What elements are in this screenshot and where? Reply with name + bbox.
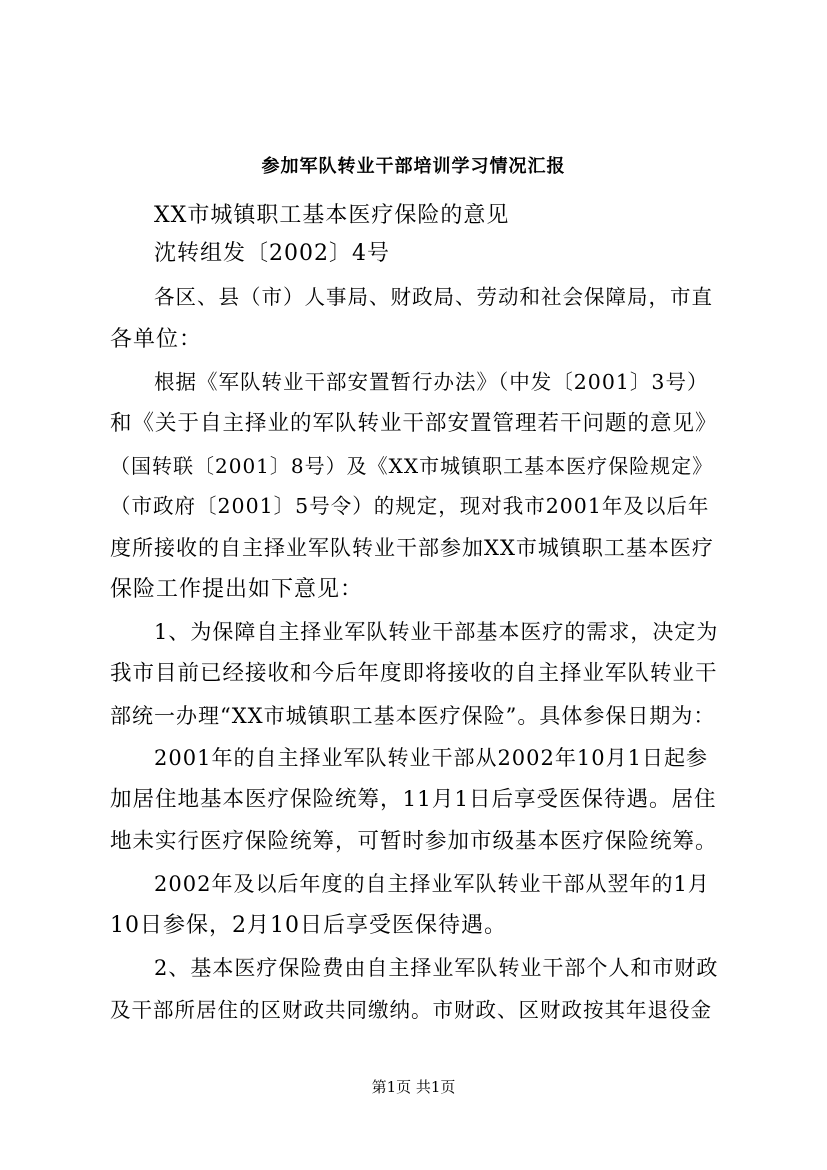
body-line: 各单位： xyxy=(110,327,203,352)
body-line: （国转联〔2001〕8号）及《XX市城镇职工基本医疗保险规定》 xyxy=(110,454,714,478)
body-line: 2002年及以后年度的自主择业军队转业干部从翌年的1月 xyxy=(154,872,710,896)
doc-number-line: 沈转组发〔2002〕4号 xyxy=(154,241,390,266)
body-line: 各区、县（市）人事局、财政局、劳动和社会保障局，市直 xyxy=(154,285,713,309)
body-line: 加居住地基本医疗保险统筹，11月1日后享受医保待遇。居住 xyxy=(110,787,717,812)
body-line: 根据《军队转业干部安置暂行办法》（中发〔2001〕3号） xyxy=(154,370,709,394)
body-line: 部统一办理“XX市城镇职工基本医疗保险”。具体参保日期为： xyxy=(110,704,716,728)
body-line: 1、为保障自主择业军队转业干部基本医疗的需求，决定为 xyxy=(154,620,719,644)
page-number-footer: 第1页 共1页 xyxy=(371,1078,456,1096)
body-line: 地未实行医疗保险统筹，可暂时参加市级基本医疗保险统筹。 xyxy=(110,829,718,854)
body-line: 我市目前已经接收和今后年度即将接收的自主择业军队转业干 xyxy=(110,661,718,686)
body-line: 和《关于自主择业的军队转业干部安置管理若干问题的意见》 xyxy=(110,411,718,436)
body-line: 保险工作提出如下意见： xyxy=(110,577,364,602)
document-title: 参加军队转业干部培训学习情况汇报 xyxy=(261,156,566,177)
body-line: 度所接收的自主择业军队转业干部参加XX市城镇职工基本医疗 xyxy=(110,536,714,560)
body-line: 2、基本医疗保险费由自主择业军队转业干部个人和市财政 xyxy=(154,956,719,980)
subtitle-line: XX市城镇职工基本医疗保险的意见 xyxy=(154,203,510,228)
body-line: 及干部所居住的区财政共同缴纳。市财政、区财政按其年退役金 xyxy=(110,998,712,1022)
body-line: 2001年的自主择业军队转业干部从2002年10月1日起参 xyxy=(154,746,708,770)
body-line: （市政府〔2001〕5号令）的规定，现对我市2001年及以后年 xyxy=(110,494,710,518)
body-line: 10日参保，2月10日后享受医保待遇。 xyxy=(110,913,507,938)
